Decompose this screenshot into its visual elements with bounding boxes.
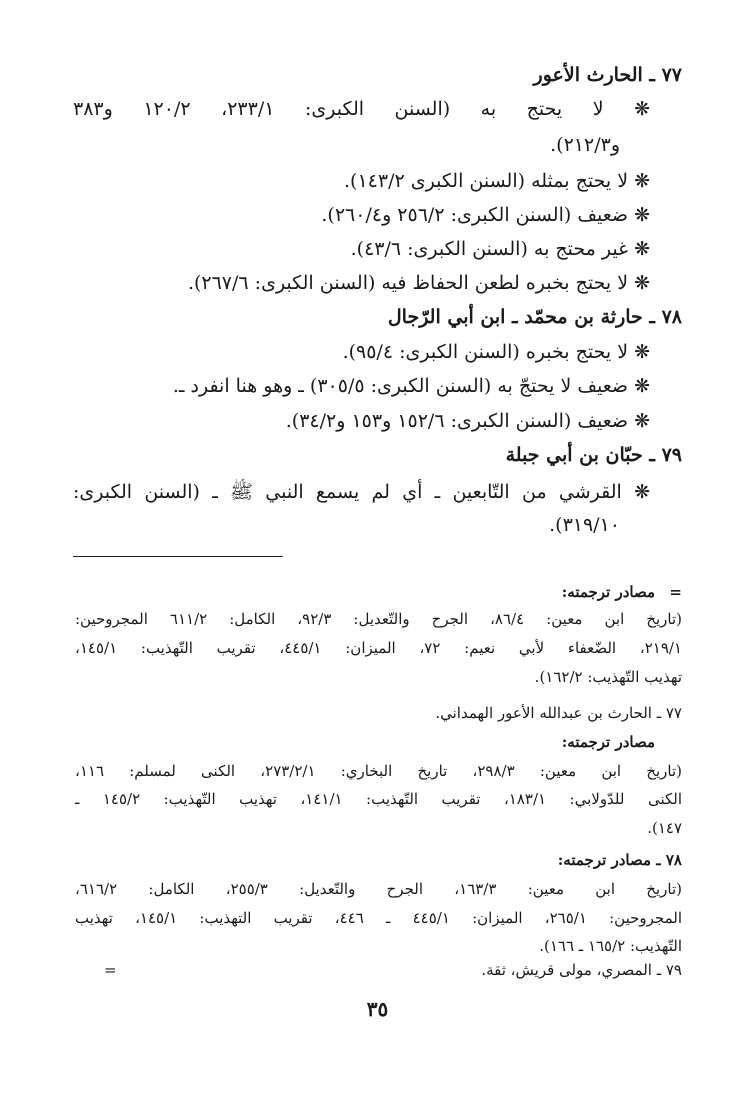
entry-77-bullet-2: ❋ لا يحتج بمثله (السنن الكبرى ١٤٣/٢).	[344, 170, 650, 192]
entry-78-bullet-2: ❋ ضعيف لا يحتجّ به (السنن الكبرى: ٣٠٥/٥) ـ وهو هنا انفرد ـ.	[172, 375, 650, 397]
footnote-77-line-1: ٧٧ ـ الحارث بن عبدالله الأعور الهمداني.	[435, 704, 682, 722]
footnote-79-line-1: ٧٩ ـ المصري، مولى قريش، ثقة.	[481, 961, 682, 979]
footnote-0-line-3: تهذيب التّهذيب: ١٦٢/٢).	[534, 668, 682, 686]
page-number: ٣٥	[366, 997, 389, 1021]
footnote-77-line-4: ١٤٧).	[647, 819, 682, 837]
footnote-77-sources-label: مصادر ترجمته:	[561, 733, 655, 751]
entry-79-bullet-1: ❋ القرشي من التّابعين ـ أي لم يسمع النبي ﷺ ـ (السنن الكبرى:	[73, 481, 650, 503]
entry-77-heading: ٧٧ ـ الحارث الأعور	[533, 64, 682, 86]
footnote-77-line-3: الكنى للدّولابي: ١٨٣/١، تقريب التّهذيب: ١٤١/١، تهذيب التّهذيب: ١٤٥/٢ ـ	[75, 790, 682, 808]
entry-77-bullet-1: ❋ لا يحتج به (السنن الكبرى: ٢٣٣/١، ١٢٠/٢ و٣٨٣	[73, 98, 651, 120]
entry-78-heading: ٧٨ ـ حارثة بن محمّد ـ ابن أبي الرّجال	[387, 306, 682, 328]
footnote-77-line-2: (تاريخ ابن معين: ٢٩٨/٣، تاريخ البخاري: ٢٧٣/٢/١، الكنى لمسلم: ١١٦،	[75, 762, 682, 780]
footnote-0-sources-label: مصادر ترجمته:	[561, 583, 655, 601]
footnote-continuation-marker: =	[669, 583, 682, 601]
footnote-78-sources-label: ٧٨ ـ مصادر ترجمته:	[557, 851, 682, 869]
footnote-separator	[73, 556, 283, 557]
footnote-0-line-2: ٢١٩/١، الضّعفاء لأبي نعيم: ٧٢، الميزان: ٤٤٥/١، تقريب التّهذيب: ١٤٥/١،	[75, 639, 682, 657]
footnote-78-line-1: (تاريخ ابن معين: ١٦٣/٣، الجرح والتّعديل: ٢٥٥/٣، الكامل: ٦١٦/٢،	[75, 880, 682, 898]
footnote-continues-marker: =	[104, 961, 117, 979]
entry-78-bullet-3: ❋ ضعيف (السنن الكبرى: ١٥٢/٦ و١٥٣ و٣٤/٢).	[285, 410, 650, 432]
footnote-0-line-1: (تاريخ ابن معين: ٨٦/٤، الجرح والتّعديل: ٩٢/٣، الكامل: ٦١١/٢ المجروحين:	[75, 610, 682, 628]
footnote-78-line-3: التّهذيب: ١٦٥/٢ ـ ١٦٦).	[539, 937, 682, 955]
entry-77-bullet-1-cont: و٢١٢/٣).	[550, 134, 620, 156]
entry-77-bullet-5: ❋ لا يحتج بخبره لطعن الحفاظ فيه (السنن الكبرى: ٢٦٧/٦).	[187, 272, 650, 294]
entry-79-heading: ٧٩ ـ حبّان بن أبي جبلة	[505, 444, 682, 466]
entry-79-bullet-1-cont: ٣١٩/١٠).	[549, 514, 620, 536]
entry-77-bullet-3: ❋ ضعيف (السنن الكبرى: ٢٥٦/٢ و٢٦٠/٤).	[321, 204, 650, 226]
footnote-78-line-2: المجروحين: ٢٦٥/١، الميزان: ٤٤٥/١ ـ ٤٤٦، تقريب التهذيب: ١٤٥/١، تهذيب	[75, 909, 682, 927]
entry-77-bullet-4: ❋ غير محتج به (السنن الكبرى: ٤٣/٦).	[350, 238, 650, 260]
entry-78-bullet-1: ❋ لا يحتج بخبره (السنن الكبرى: ٩٥/٤).	[342, 341, 650, 363]
